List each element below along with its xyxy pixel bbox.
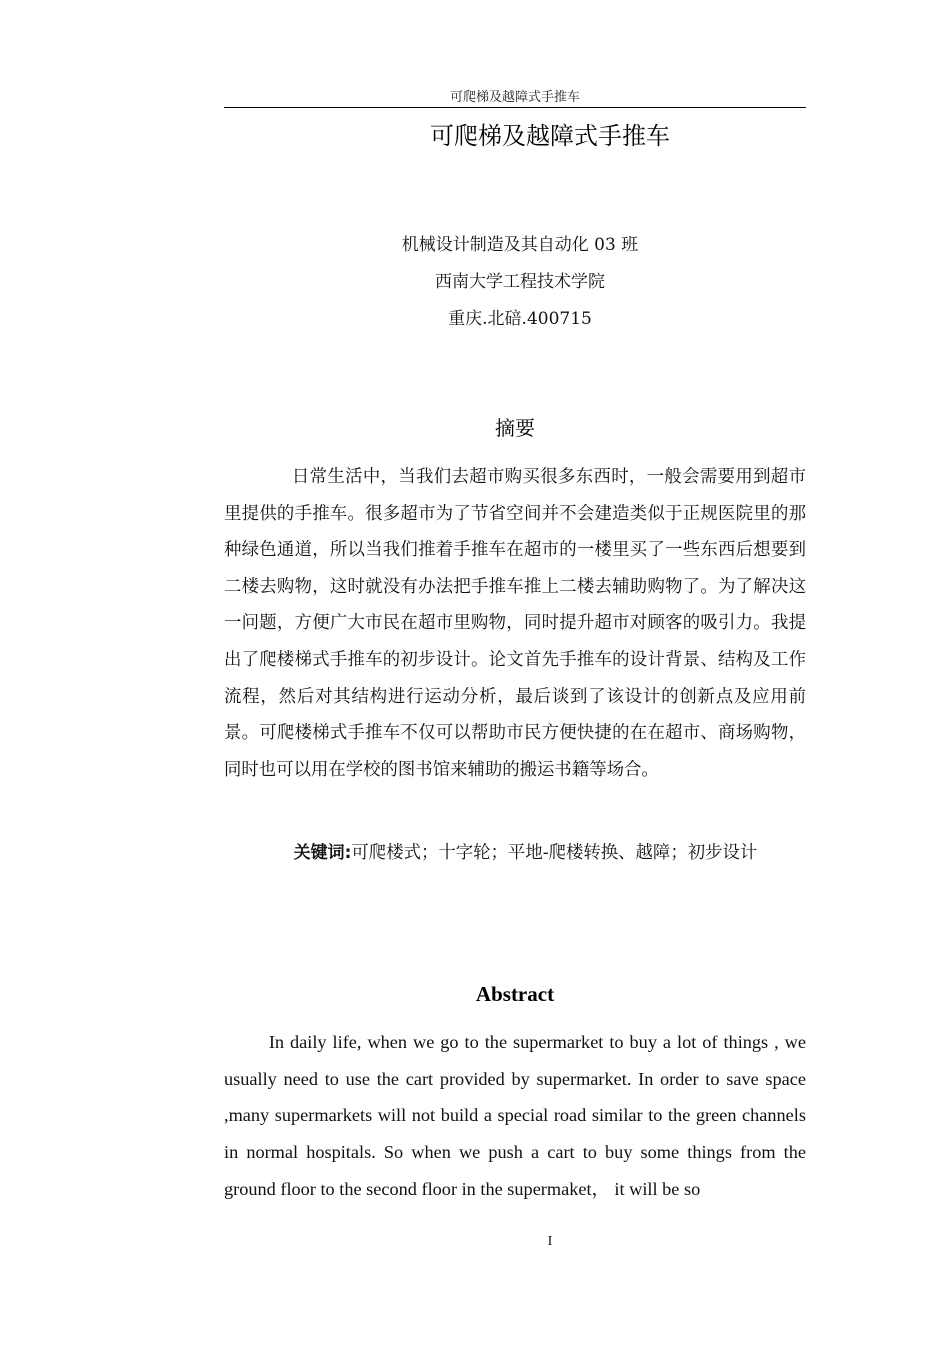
header-rule bbox=[224, 107, 806, 108]
abstract-en-body: In daily life, when we go to the supermarket to buy a lot of things , we usually need to use the cart provided by supermarket. In order to save space ,many supermarkets will not build a special road similar to the green channels in normal hospitals. So when we push a cart to buy some things from the ground floor to the second floor in the supermaket， it will be so bbox=[224, 1032, 806, 1199]
abstract-en-heading: Abstract bbox=[475, 982, 555, 1006]
running-header: 可爬梯及越障式手推车 bbox=[449, 90, 580, 105]
affiliation-department: 机械设计制造及其自动化 03 班 bbox=[401, 235, 639, 255]
affiliation-location: 重庆.北碚.400715 bbox=[448, 309, 592, 329]
page-number: I bbox=[547, 1234, 553, 1249]
keywords-label: 关键词: bbox=[293, 843, 352, 863]
affiliation-school: 西南大学工程技术学院 bbox=[435, 272, 605, 292]
keywords-text: 可爬楼式；十字轮；平地-爬楼转换、越障；初步设计 bbox=[351, 843, 758, 863]
abstract-zh-heading: 摘要 bbox=[495, 416, 535, 440]
paper-title: 可爬梯及越障式手推车 bbox=[430, 122, 670, 150]
abstract-zh-body: 日常生活中，当我们去超市购买很多东西时，一般会需要用到超市里提供的手推车。很多超市为了节省空间并不会建造类似于正规医院里的那种绿色通道，所以当我们推着手推车在超市的一楼里买了一些东西后想要到二楼去购物，这时就没有办法把手推车推上二楼去辅助购物了。为了解决这一问题，方便广大市民在超市里购物，同时提升超市对顾客的吸引力。我提出了爬楼梯式手推车的初步设计。论文首先手推车的设计背景、结构及工作流程，然后对其结构进行运动分析，最后谈到了该设计的创新点及应用前景。可爬楼梯式手推车不仅可以帮助市民方便快捷的在在超市、商场购物，同时也可以用在学校的图书馆来辅助的搬运书籍等场合。 bbox=[224, 467, 806, 780]
keywords-paragraph bbox=[224, 826, 806, 881]
